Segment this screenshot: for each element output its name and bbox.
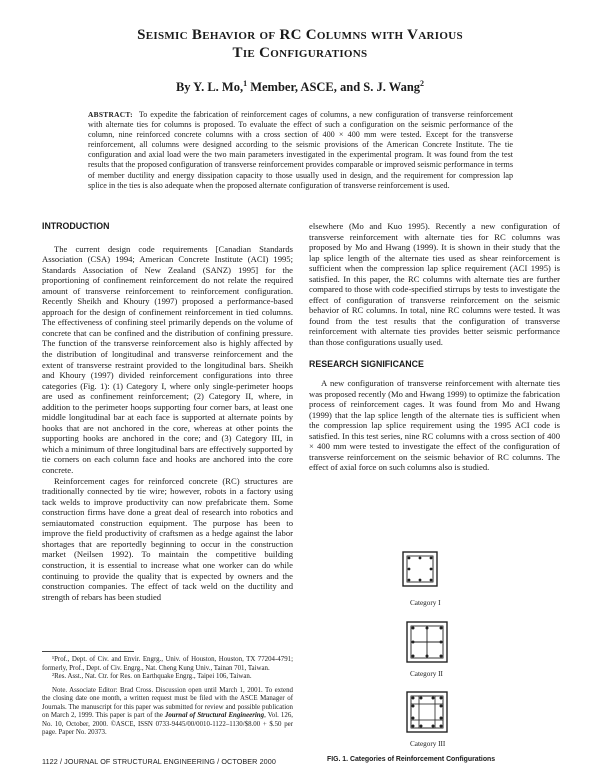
author-1-sup: 1 [243, 79, 248, 88]
research-paragraph-1: A new configuration of transverse reinforcement with alternate ties was proposed recently (Mo and Hwang 1999) to optimize the fabrication process of reinforcement cages. It was found from Mo and Hwang (1999) that the lap splice length of the alternate ties is sufficient when the compression lap splice requirement using the 1995 ACI code is satisfied. In this test series, nine RC columns with a cross section of 400 × 400 mm were tested to investigate the effect of the configuration of transverse reinforcement on the seismic behavior of RC columns. The effect of axial force on such columns also is studied. [309, 378, 560, 473]
author-line [60, 79, 540, 95]
figure-1-section-3 [403, 688, 453, 738]
abstract-label: ABSTRACT: [88, 110, 133, 119]
paper-title [60, 26, 540, 62]
title-line-2: Tie Configurations [232, 45, 368, 61]
page-footer: 1122 / JOURNAL OF STRUCTURAL ENGINEERING / OCTOBER 2000 [42, 757, 276, 766]
author-1: By Y. L. Mo, [175, 80, 244, 95]
figure-label-2: Category II [410, 670, 443, 678]
abstract-text: To expedite the fabrication of reinforcement cages of columns, a new configuration of transverse reinforcement with alternate ties for columns is proposed. To evaluate the effect of such a configuration on the seismic performance of the column, nine reinforced concrete columns with a cross section of 400 × 400 mm were tested. Except for the transverse reinforcement, all columns were designed according to the seismic provisions of the American Concrete Institute. The tie configuration and axial load were the two main parameters investigated in the experimental program. It was found from the test results that the proposed configuration of transverse reinforcement provides comparable or improved seismic performance in terms of member ductility and energy dissipation capacity to those usually used in design, and the requirement for compression lap splice in the ties is also adequate when the proposed alternate configuration of transverse reinforcement is used. [88, 110, 514, 190]
footnote-1: ¹Prof., Dept. of Civ. and Envir. Engrg., Univ. of Houston, Houston, TX 77204-4791; formerly, Prof., Dept. of Civ. Engrg., Nat. Cheng Kung Univ., Tainan 701, Taiwan. [42, 656, 293, 672]
figure-label-1: Category I [410, 599, 441, 607]
section-1-hoop [407, 556, 433, 582]
right-column [309, 221, 560, 473]
research-heading: RESEARCH SIGNIFICANCE [309, 358, 424, 369]
figure-caption: FIG. 1. Categories of Reinforcement Configurations [327, 756, 496, 763]
intro-heading: INTRODUCTION [42, 221, 110, 231]
intro-paragraph-1: The current design code requirements [Canadian Standards Association (CSA) 1994; American Concrete Institute (ACI) 1995; Standards Association of New Zealand (SANZ) 1995] for the proportioning of confinement reinforcement do not relate the required amount of transverse reinforcement to reinforcement configuration. Recently Sheikh and Khoury (1997) proposed a performance-based approach for the design of confinement reinforcement in tied columns. The effectiveness of confining steel primarily depends on the volume of concrete that can be confined and the distribution of confining pressure. The function of the transverse reinforcement also is highly affected by the distribution of longitudinal and transverse reinforcement and the extent of transverse restraint provided to the longitudinal bars. Sheikh and Khoury (1997) divided reinforcement configurations into three categories (Fig. 1): (1) Category I, where only single-perimeter hoops are used as confinement reinforcement; (2) Category II, where, in addition to the perimeter hoops supporting four corner bars, at least one middle longitudinal bar at each face is supported at alternate points by hooks that are not anchored in the core, whereas at other points the supporting hooks are anchored in the core; and (3) Category III, in which a minimum of three longitudinal bars are effectively supported by tie corners on each column face and hooks are anchored into the core concrete. [42, 243, 293, 476]
intro-paragraph-3: elsewhere (Mo and Kuo 1995). Recently a new configuration of transverse reinforcement with alternate ties for RC columns was proposed by Mo and Hwang (1999). It is shown in their study that the lap splice length of the alternate ties used as shear reinforcement is sufficient when the compression lap splice requirement (ACI 1995) is satisfied. In this paper, the RC columns with alternate ties are further compared to those with code-specified stirrups by tests to investigate the effect of configuration of transverse reinforcement on the seismic behavior of RC columns. In total, nine RC columns were tested. It was found from the test results that the configuration of transverse reinforcement with alternate ties provides better seismic performance than those configurations usually used. [309, 221, 560, 348]
footnote-rule [42, 651, 134, 652]
left-column [42, 221, 293, 602]
author-2-sup: 2 [420, 79, 425, 88]
abstract [88, 110, 513, 191]
intro-paragraph-2: Reinforcement cages for reinforced concrete (RC) structures are traditionally connected by tie wire; however, robots in a factory using tack welds to improve productivity can now prefabricate them. Some construction firms have done a great deal of research into robotics and semiautomated construction equipment. The purpose has been to improve the field productivity of craftsmen as a hedge against the labor shortages that are reportedly beginning to occur in the construction market (Neilsen 1992). To maintain the competitive building construction, it is essential to increase what one worker can do while continuing to provide the quality that is expected by owners and the construction companies. The effect of tack weld on the ductility and strength of rebars has been studied [42, 475, 293, 602]
author-rest: Member, ASCE, and S. J. Wang [247, 80, 421, 95]
figure-1-section-2 [403, 618, 453, 668]
note-text-a: Note. Associate Editor: Brad Cross. Discussion open until March 1, 2001. To extend the closing date one month, a written request must be filed with the ASCE Manager of Journals. The manuscript for this paper was submitted for review and possible publication on March 2, 1999. This paper is part of the [42, 686, 293, 720]
note-text-b: , Vol. 126, No. 10, October, 2000. ©ASCE, ISSN 0733-9445/00/0010-1122–1130/$8.00 + $.50 per page. Paper No. 20373. [42, 712, 293, 737]
footnote-note [42, 687, 293, 738]
figure-1 [395, 548, 465, 590]
footnotes [42, 656, 293, 738]
section-1-bars [408, 557, 433, 582]
journal-name: Journal of Structural Engineering [164, 712, 265, 720]
title-line-1: Seismic Behavior of RC Columns with Various [137, 27, 463, 43]
footnote-2: ²Res. Asst., Nat. Ctr. for Res. on Earthquake Engrg., Taipei 106, Taiwan. [52, 673, 252, 681]
figure-label-3: Category III [410, 740, 446, 748]
